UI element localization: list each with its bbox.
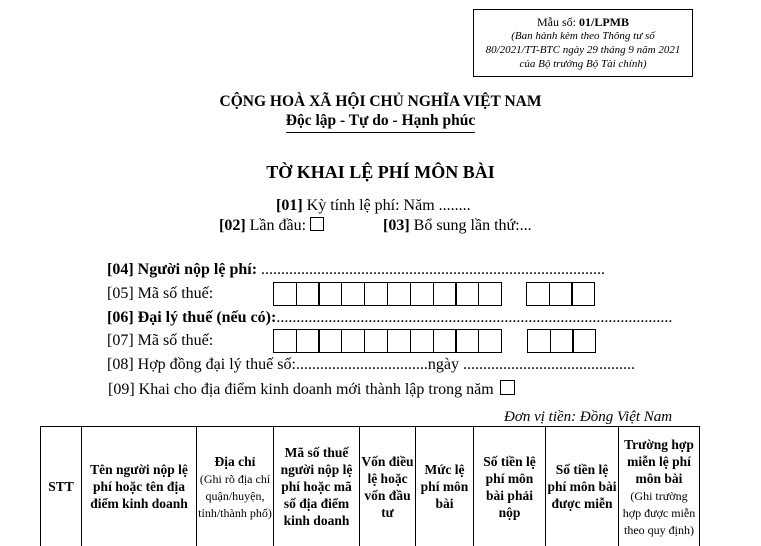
form-note-line2: 80/2021/TT-BTC ngày 29 tháng 9 năm 2021 xyxy=(474,43,692,57)
table-header-row xyxy=(41,427,700,546)
form-code-box xyxy=(473,9,693,77)
field-05-label: [05] Mã số thuế: xyxy=(107,285,213,303)
form-code-line xyxy=(474,15,692,29)
document-title: TỜ KHAI LỆ PHÍ MÔN BÀI xyxy=(0,162,761,183)
tax-code-digit-box[interactable] xyxy=(296,282,320,306)
taxpayer-branch-code-boxes[interactable] xyxy=(527,282,595,306)
field-01 xyxy=(276,197,471,215)
field-04 xyxy=(107,261,605,279)
field-01-label: Kỳ tính lệ phí: Năm ........ xyxy=(303,197,471,214)
col-address: Địa chỉ (Ghi rõ địa chỉ quận/huyện, tỉnh/thành phố) xyxy=(197,427,274,546)
tax-code-digit-box[interactable] xyxy=(341,282,365,306)
tax-code-digit-box[interactable] xyxy=(410,329,434,353)
field-03-code: [03] xyxy=(383,217,410,234)
fee-payer-input[interactable]: ...................................................................................... xyxy=(257,261,605,278)
tax-code-digit-box[interactable] xyxy=(387,329,411,353)
form-note-line3: của Bộ trưởng Bộ Tài chính) xyxy=(474,57,692,71)
branch-code-digit-box[interactable] xyxy=(572,329,596,353)
tax-code-digit-box[interactable] xyxy=(433,282,457,306)
first-time-checkbox[interactable] xyxy=(310,217,324,231)
field-02 xyxy=(219,217,324,235)
currency-unit: Đơn vị tiền: Đồng Việt Nam xyxy=(504,409,672,426)
new-location-checkbox[interactable] xyxy=(500,380,515,395)
branch-code-digit-box[interactable] xyxy=(571,282,595,306)
tax-code-digit-box[interactable] xyxy=(273,329,297,353)
branch-code-digit-box[interactable] xyxy=(526,282,550,306)
tax-code-digit-box[interactable] xyxy=(273,282,297,306)
col-payer-name: Tên người nộp lệ phí hoặc tên địa điểm kinh doanh xyxy=(82,427,197,546)
tax-code-digit-box[interactable] xyxy=(318,329,342,353)
col-fee-rate: Mức lệ phí môn bài xyxy=(416,427,474,546)
tax-code-digit-box[interactable] xyxy=(296,329,320,353)
field-02-code: [02] xyxy=(219,217,246,234)
motto-wrap xyxy=(0,112,761,133)
agent-tax-code-boxes[interactable] xyxy=(274,329,502,353)
tax-agent-input[interactable]: ................................................................................................... xyxy=(276,309,672,326)
field-09-label: [09] Khai cho địa điểm kinh doanh mới thành lập trong năm xyxy=(108,381,494,398)
tax-code-digit-box[interactable] xyxy=(478,282,502,306)
field-03 xyxy=(383,217,532,235)
tax-code-digit-box[interactable] xyxy=(364,282,388,306)
motto: Độc lập - Tự do - Hạnh phúc xyxy=(286,112,475,133)
field-01-code: [01] xyxy=(276,197,303,214)
col-fee-exempt: Số tiền lệ phí môn bài được miễn xyxy=(546,427,619,546)
col-tax-code: Mã số thuế người nộp lệ phí hoặc mã số địa điểm kinh doanh xyxy=(274,427,360,546)
branch-code-digit-box[interactable] xyxy=(527,329,551,353)
field-06 xyxy=(107,309,672,327)
form-code: 01/LPMB xyxy=(579,15,629,29)
field-07-label: [07] Mã số thuế: xyxy=(107,332,213,350)
col-fee-payable: Số tiền lệ phí môn bài phải nộp xyxy=(474,427,546,546)
form-note-line1: (Ban hành kèm theo Thông tư số xyxy=(474,29,692,43)
tax-code-digit-box[interactable] xyxy=(455,329,479,353)
field-02-label: Lần đầu: xyxy=(246,217,306,234)
branch-code-digit-box[interactable] xyxy=(550,329,574,353)
field-09 xyxy=(108,380,515,399)
form-code-label: Mẫu số: xyxy=(537,15,579,29)
field-08[interactable]: [08] Hợp đồng đại lý thuế số:.................................ngày ........................................... xyxy=(107,356,635,374)
taxpayer-tax-code-boxes[interactable] xyxy=(274,282,502,306)
field-04-label: [04] Người nộp lệ phí: xyxy=(107,261,257,278)
tax-code-digit-box[interactable] xyxy=(478,329,502,353)
fee-table xyxy=(40,426,700,546)
tax-code-digit-box[interactable] xyxy=(364,329,388,353)
col-exemption-case: Trường hợp miễn lệ phí môn bài (Ghi trường hợp được miễn theo quy định) xyxy=(619,427,700,546)
field-03-label: Bổ sung lần thứ:... xyxy=(410,217,532,234)
tax-code-digit-box[interactable] xyxy=(341,329,365,353)
tax-code-digit-box[interactable] xyxy=(318,282,342,306)
field-06-label: [06] Đại lý thuế (nếu có): xyxy=(107,309,276,326)
tax-code-digit-box[interactable] xyxy=(455,282,479,306)
tax-code-digit-box[interactable] xyxy=(387,282,411,306)
col-stt: STT xyxy=(41,427,82,546)
tax-code-digit-box[interactable] xyxy=(410,282,434,306)
tax-code-digit-box[interactable] xyxy=(433,329,457,353)
agent-branch-code-boxes[interactable] xyxy=(528,329,596,353)
branch-code-digit-box[interactable] xyxy=(549,282,573,306)
col-capital: Vốn điều lệ hoặc vốn đầu tư xyxy=(360,427,416,546)
nation-heading: CỘNG HOÀ XÃ HỘI CHỦ NGHĨA VIỆT NAM xyxy=(0,93,761,111)
